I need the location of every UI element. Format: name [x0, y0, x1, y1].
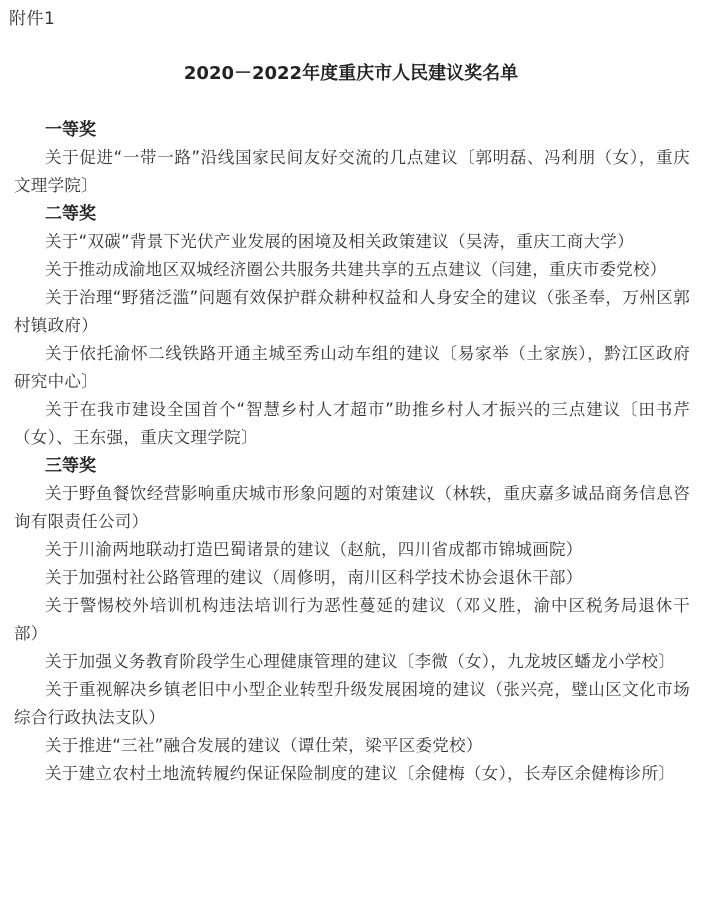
list-item: 关于推进“三社”融合发展的建议（谭仕荣，梁平区委党校）: [45, 736, 483, 755]
list-item: 关于建立农村土地流转履约保证保险制度的建议〔余健梅（女），长寿区余健梅诊所〕: [45, 764, 676, 783]
attachment-label: 附件1: [9, 9, 56, 29]
list-item: 关于野鱼餐饮经营影响重庆城市形象问题的对策建议（林轶，重庆嘉多诚品商务信息咨询有限责任公司）: [14, 484, 690, 531]
list-item: 关于推动成渝地区双城经济圈公共服务共建共享的五点建议（闫建，重庆市委党校）: [45, 260, 667, 279]
list-item: 关于“双碳”背景下光伏产业发展的困境及相关政策建议（吴涛，重庆工商大学）: [45, 232, 634, 251]
section-heading-first-prize: 一等奖: [45, 120, 96, 140]
list-item: 关于重视解决乡镇老旧中小型企业转型升级发展困境的建议（张兴亮，璧山区文化市场综合行政执法支队）: [14, 680, 690, 727]
list-item: 关于在我市建设全国首个“智慧乡村人才超市”助推乡村人才振兴的三点建议〔田书芹（女）、王东强，重庆文理学院〕: [14, 400, 690, 447]
list-item: 关于加强义务教育阶段学生心理健康管理的建议〔李微（女），九龙坡区蟠龙小学校〕: [45, 652, 676, 671]
list-item: 关于警惕校外培训机构违法培训行为恶性蔓延的建议（邓义胜，渝中区税务局退休干部）: [14, 596, 690, 643]
list-item: 关于川渝两地联动打造巴蜀诸景的建议（赵航，四川省成都市锦城画院）: [45, 540, 583, 559]
list-item: 关于加强村社公路管理的建议（周修明，南川区科学技术协会退休干部）: [45, 568, 583, 587]
list-item: 关于促进“一带一路”沿线国家民间友好交流的几点建议〔郭明磊、冯利朋（女），重庆文理学院〕: [14, 148, 690, 195]
section-heading-second-prize: 二等奖: [45, 204, 96, 224]
document-title: 2020－2022年度重庆市人民建议奖名单: [183, 63, 519, 84]
list-item: 关于依托渝怀二线铁路开通主城至秀山动车组的建议〔易家举（土家族），黔江区政府研究中心〕: [14, 344, 690, 391]
award-list: [14, 116, 690, 788]
list-item: 关于治理“野猪泛滥”问题有效保护群众耕种权益和人身安全的建议（张圣奉，万州区郭村镇政府）: [14, 288, 690, 335]
section-heading-third-prize: 三等奖: [45, 456, 96, 476]
